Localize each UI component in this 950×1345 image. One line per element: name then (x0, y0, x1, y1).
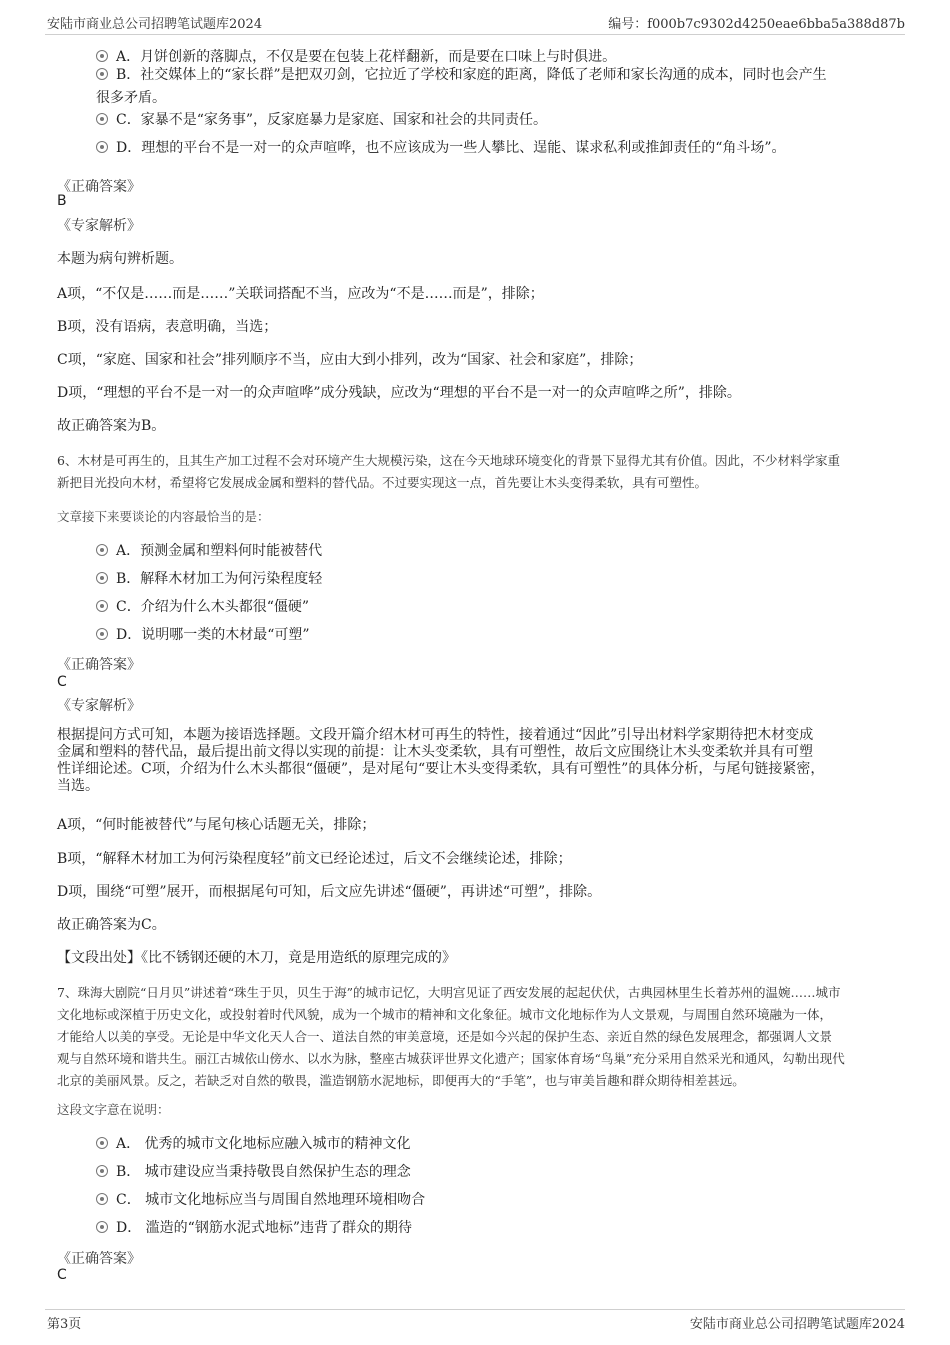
radio-icon[interactable] (96, 1221, 108, 1233)
radio-icon[interactable] (96, 572, 108, 584)
q7-option-d[interactable]: D． 滥造的“钢筋水泥式地标”违背了群众的期待 (96, 1218, 896, 1239)
q5-conclusion: 故正确答案为B。 (57, 418, 166, 434)
radio-icon[interactable] (96, 141, 108, 153)
q7-answer-label: 《正确答案》 (57, 1251, 141, 1267)
q7-answer: C (57, 1267, 67, 1283)
q7-stem: 7、珠海大剧院“日月贝”讲述着“珠生于贝，贝生于海”的城市记忆，大明宫见证了西安发展的起起伏伏，古典园林里生长着苏州的温婉……城市 文化地标或深植于历史文化，或投射着时代风貌，成为一个城市的精神和文化象征。城市文化地标作为人文景观，与周围自然环境融为一体， 才能给人以美的享受。无论是中华文化天人合一、道法自然的审美意境，还是如今兴起的保护生态、亲近自然的绿色发展理念，都强调人文景 观与自然环境和谐共生。丽江古城依山傍水、以水为脉，整座古城获评世界文化遗产；国家体育场“鸟巢”充分采用自然采光和通风，勾勒出现代 北京的美丽风景。反之，若缺乏对自然的敬畏，滥造钢筋水泥地标，即便再大的“手笔”，也与审美旨趣和群众期待相差甚远。 (57, 985, 845, 1088)
radio-icon[interactable] (96, 1137, 108, 1149)
q6-analysis-paragraph: 根据提问方式可知，本题为接语选择题。文段开篇介绍木材可再生的特性，接着通过“因此”引导出材料学家期待把木材变成 金属和塑料的替代品，最后提出前文得以实现的前提：让木头变柔软，具有可塑性，故后文应围绕让木头变柔软并具有可塑 性详细论述。C项，介绍为什么木头都很“僵硬”，是对尾句“要让木头变得柔软，具有可塑性”的具体分析，与尾句链接紧密， 当选。 (57, 727, 825, 794)
footer-divider (45, 1309, 905, 1310)
q6-analysis-line: B项，“解释木材加工为何污染程度轻”前文已经论述过，后文不会继续论述，排除； (57, 851, 572, 867)
q5-analysis-label: 《专家解析》 (57, 218, 141, 234)
q5-answer: B (57, 193, 67, 209)
q6-option-d[interactable]: D．说明哪一类的木材最“可塑” (96, 625, 896, 646)
header-title: 安陆市商业总公司招聘笔试题库2024 (47, 17, 263, 32)
q6-analysis-label: 《专家解析》 (57, 698, 141, 714)
q6-option-a[interactable]: A．预测金属和塑料何时能被替代 (96, 541, 896, 562)
q5-analysis-line: D项，“理想的平台不是一对一的众声喧哗”成分残缺，应改为“理想的平台不是一对一的众声喧哗之所”，排除。 (57, 385, 741, 401)
q5-answer-label: 《正确答案》 (57, 179, 141, 195)
radio-icon[interactable] (96, 1193, 108, 1205)
q7-option-a[interactable]: A． 优秀的城市文化地标应融入城市的精神文化 (96, 1134, 896, 1155)
q6-conclusion: 故正确答案为C。 (57, 917, 166, 933)
q6-source: 【文段出处】《比不锈钢还硬的木刀，竟是用造纸的原理完成的》 (57, 950, 456, 966)
header-divider (45, 34, 905, 35)
radio-icon[interactable] (96, 544, 108, 556)
q7-option-b[interactable]: B． 城市建设应当秉持敬畏自然保护生态的理念 (96, 1162, 896, 1183)
q6-answer-label: 《正确答案》 (57, 657, 141, 673)
q6-option-b[interactable]: B．解释木材加工为何污染程度轻 (96, 569, 896, 590)
q7-question: 这段文字意在说明： (57, 1102, 170, 1117)
q5-analysis-line: 本题为病句辨析题。 (57, 251, 183, 267)
radio-icon[interactable] (96, 50, 108, 62)
q5-option-b[interactable]: B．社交媒体上的“家长群”是把双刃剑，它拉近了学校和家庭的距离，降低了老师和家长沟通的成本，同时也会产生 (96, 65, 896, 86)
q5-option-c[interactable]: C．家暴不是“家务事”，反家庭暴力是家庭、国家和社会的共同责任。 (96, 110, 896, 131)
document-id: 编号：f000b7c9302d4250eae6bba5a388d87b (608, 17, 905, 32)
q6-analysis-line: A项，“何时能被替代”与尾句核心话题无关，排除； (57, 817, 376, 833)
q5-option-a[interactable]: A．月饼创新的落脚点，不仅是要在包装上花样翻新，而是要在口味上与时俱进。 (96, 47, 896, 68)
q6-question: 文章接下来要谈论的内容最恰当的是： (57, 509, 270, 524)
q6-stem: 6、木材是可再生的，且其生产加工过程不会对环境产生大规模污染，这在今天地球环境变化的背景下显得尤其有价值。因此，不少材料学家重 新把目光投向木材，希望将它发展成金属和塑料的替代品。不过要实现这一点，首先要让木头变得柔软，具有可塑性。 (57, 453, 840, 490)
q5-analysis-line: C项，“家庭、国家和社会”排列顺序不当，应由大到小排列，改为“国家、社会和家庭”，排除； (57, 352, 643, 368)
q7-option-c[interactable]: C． 城市文化地标应当与周围自然地理环境相吻合 (96, 1190, 896, 1211)
radio-icon[interactable] (96, 68, 108, 80)
q6-option-c[interactable]: C．介绍为什么木头都很“僵硬” (96, 597, 896, 618)
footer-title: 安陆市商业总公司招聘笔试题库2024 (689, 1317, 905, 1332)
radio-icon[interactable] (96, 1165, 108, 1177)
q5-option-d[interactable]: D．理想的平台不是一对一的众声喧哗，也不应该成为一些人攀比、逞能、谋求私利或推卸责任的“角斗场”。 (96, 138, 896, 159)
radio-icon[interactable] (96, 113, 108, 125)
q6-answer: C (57, 674, 67, 690)
q5-analysis-line: B项，没有语病，表意明确，当选； (57, 319, 278, 335)
q5-option-b-continued: 很多矛盾。 (96, 90, 166, 106)
q6-analysis-line: D项，围绕“可塑”展开，而根据尾句可知，后文应先讲述“僵硬”，再讲述“可塑”，排除。 (57, 884, 602, 900)
page-number: 第3页 (47, 1317, 82, 1332)
radio-icon[interactable] (96, 600, 108, 612)
q5-analysis-line: A项，“不仅是……而是……”关联词搭配不当，应改为“不是……而是”，排除； (57, 286, 544, 302)
radio-icon[interactable] (96, 628, 108, 640)
